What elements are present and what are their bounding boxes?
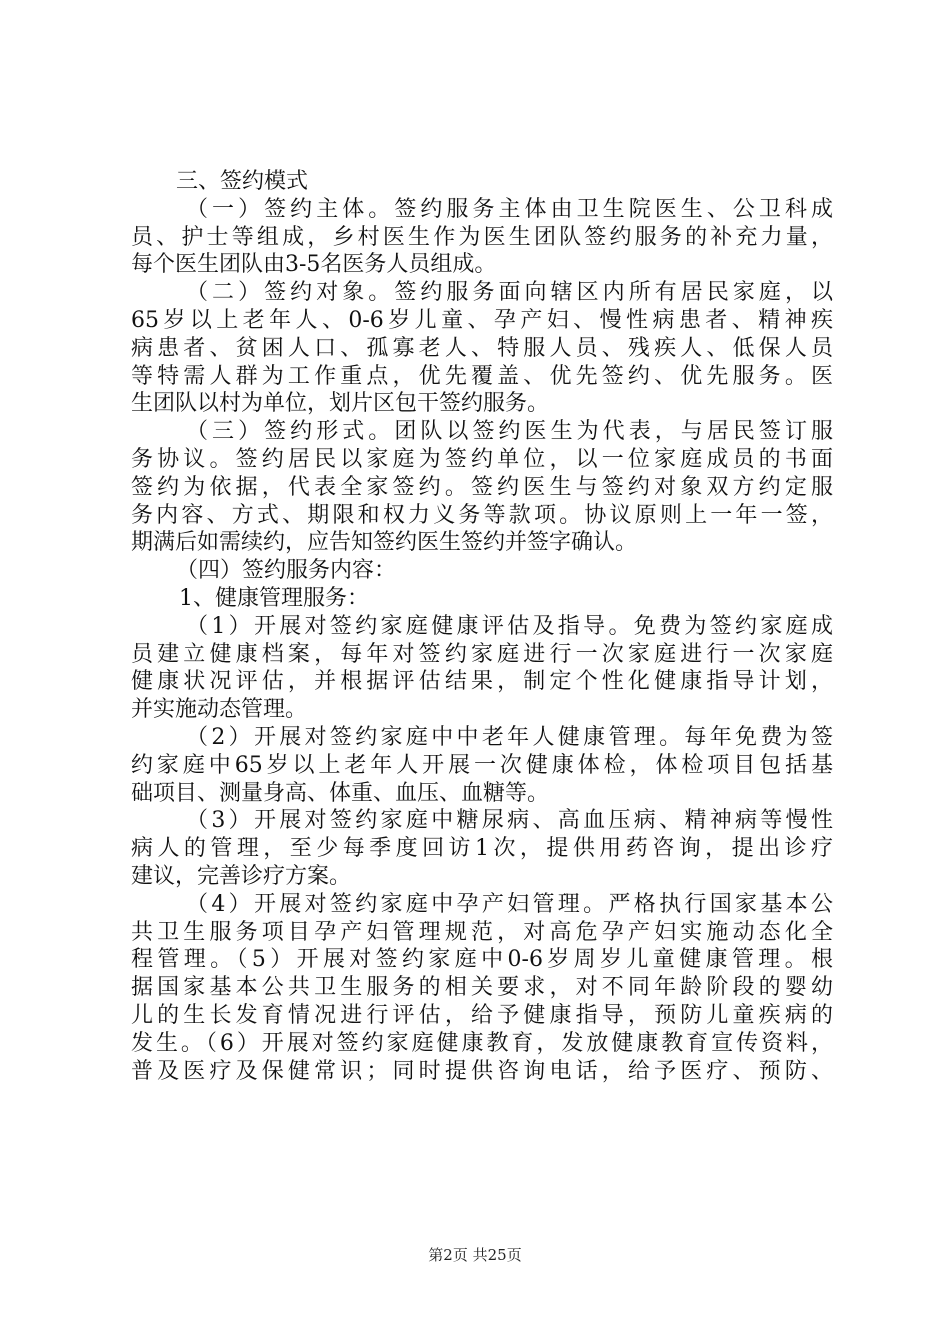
paragraph-line: 等特需人群为工作重点，优先覆盖、优先签约、优先服务。医 bbox=[131, 363, 833, 389]
paragraph-line: 病人的管理，至少每季度回访1次，提供用药咨询，提出诊疗 bbox=[131, 836, 833, 862]
paragraph-line: 65岁以上老年人、0-6岁儿童、孕产妇、慢性病患者、精神疾 bbox=[131, 307, 833, 333]
page-number: 第2页 共25页 bbox=[428, 1246, 522, 1264]
section-heading: 三、签约模式 bbox=[176, 169, 309, 194]
paragraph-line: 程管理。（5）开展对签约家庭中0-6岁周岁儿童健康管理。根 bbox=[131, 947, 833, 973]
paragraph-line: 务内容、方式、期限和权力义务等款项。协议原则上一年一签， bbox=[131, 502, 833, 528]
paragraph-line: 病患者、贫困人口、孤寡老人、特服人员、残疾人、低保人员 bbox=[131, 335, 833, 361]
paragraph-line: （二）签约对象。签约服务面向辖区内所有居民家庭，以 bbox=[186, 280, 833, 306]
paragraph-line: 并实施动态管理。 bbox=[131, 697, 308, 723]
subsection-heading: 1、健康管理服务： bbox=[179, 585, 369, 611]
subsection-heading: （四）签约服务内容： bbox=[176, 558, 397, 584]
paragraph-line: 务协议。签约居民以家庭为签约单位，以一位家庭成员的书面 bbox=[131, 446, 833, 472]
paragraph-line: （1）开展对签约家庭健康评估及指导。免费为签约家庭成 bbox=[186, 613, 833, 639]
paragraph-line: （4）开展对签约家庭中孕产妇管理。严格执行国家基本公 bbox=[186, 891, 833, 917]
paragraph-line: 期满后如需续约，应告知签约医生签约并签字确认。 bbox=[131, 530, 638, 556]
paragraph-line: 建议，完善诊疗方案。 bbox=[131, 863, 352, 889]
paragraph-line: 础项目、测量身高、体重、血压、血糖等。 bbox=[131, 780, 550, 806]
paragraph-line: 签约为依据，代表全家签约。签约医生与签约对象双方约定服 bbox=[131, 474, 833, 500]
paragraph-line: （3）开展对签约家庭中糖尿病、高血压病、精神病等慢性 bbox=[186, 808, 833, 834]
paragraph-line: 儿的生长发育情况进行评估，给予健康指导，预防儿童疾病的 bbox=[131, 1002, 833, 1028]
paragraph-line: 普及医疗及保健常识；同时提供咨询电话，给予医疗、预防、 bbox=[131, 1058, 833, 1084]
paragraph-line: 约家庭中65岁以上老年人开展一次健康体检，体检项目包括基 bbox=[131, 752, 833, 778]
paragraph-line: 发生。（6）开展对签约家庭健康教育，发放健康教育宣传资料， bbox=[131, 1030, 833, 1056]
paragraph-line: 每个医生团队由3-5名医务人员组成。 bbox=[131, 252, 497, 278]
paragraph-line: 员、护士等组成，乡村医生作为医生团队签约服务的补充力量， bbox=[131, 224, 833, 250]
paragraph-line: （三）签约形式。团队以签约医生为代表，与居民签订服 bbox=[186, 419, 833, 445]
paragraph-line: （一）签约主体。签约服务主体由卫生院医生、公卫科成 bbox=[186, 196, 833, 222]
paragraph-line: 生团队以村为单位，划片区包干签约服务。 bbox=[131, 391, 550, 417]
paragraph-line: 共卫生服务项目孕产妇管理规范，对高危孕产妇实施动态化全 bbox=[131, 919, 833, 945]
document-body bbox=[131, 168, 833, 1085]
paragraph-line: （2）开展对签约家庭中中老年人健康管理。每年免费为签 bbox=[186, 724, 833, 750]
paragraph-line: 据国家基本公共卫生服务的相关要求，对不同年龄阶段的婴幼 bbox=[131, 975, 833, 1001]
paragraph-line: 员建立健康档案，每年对签约家庭进行一次家庭进行一次家庭 bbox=[131, 641, 833, 667]
paragraph-line: 健康状况评估，并根据评估结果，制定个性化健康指导计划， bbox=[131, 669, 833, 695]
